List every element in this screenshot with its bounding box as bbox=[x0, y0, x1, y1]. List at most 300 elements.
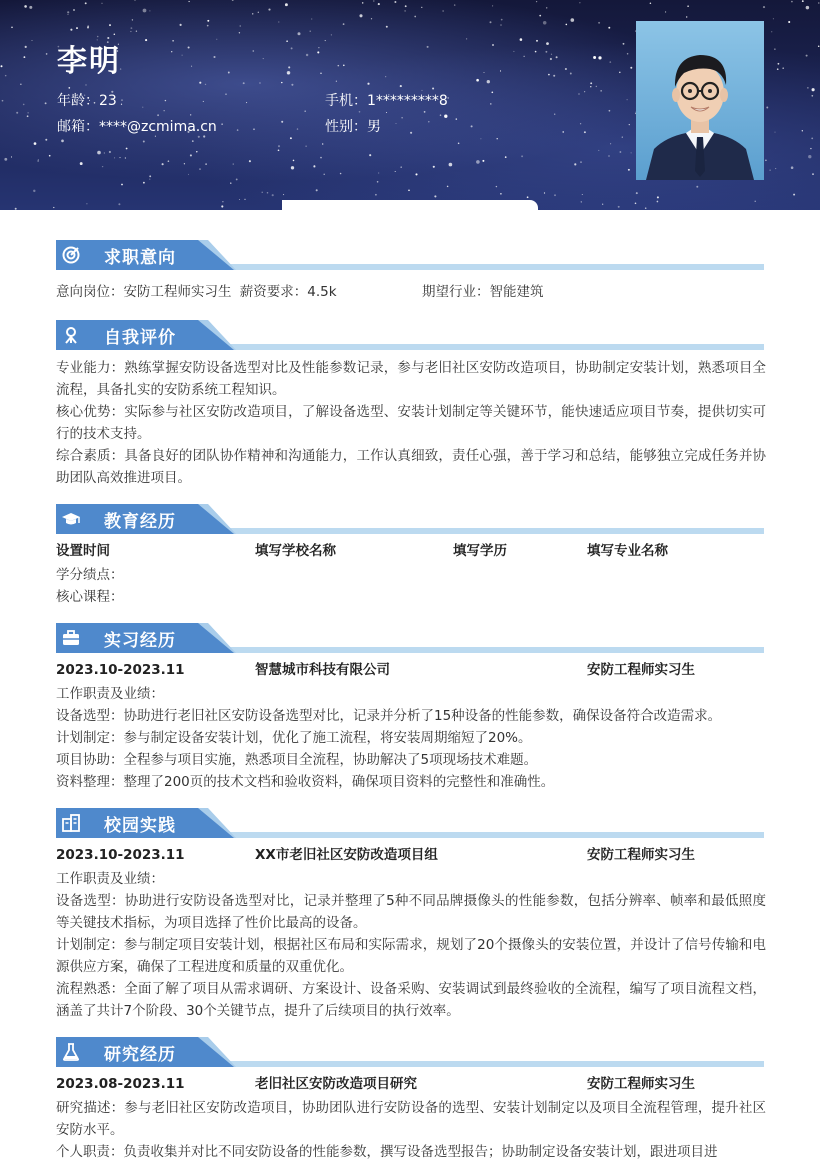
star-dot bbox=[291, 166, 294, 169]
star-dot bbox=[593, 56, 596, 59]
star-dot bbox=[67, 11, 69, 13]
star-dot bbox=[404, 10, 406, 12]
star-dot bbox=[544, 192, 545, 193]
star-dot bbox=[487, 80, 490, 83]
star-dot bbox=[162, 163, 164, 165]
star-dot bbox=[496, 138, 497, 139]
star-dot bbox=[536, 40, 538, 42]
star-dot bbox=[598, 56, 601, 59]
star-dot bbox=[168, 160, 170, 162]
target-icon bbox=[61, 245, 81, 265]
star-dot bbox=[121, 99, 123, 101]
star-dot bbox=[395, 171, 396, 172]
star-dot bbox=[527, 196, 529, 198]
star-dot bbox=[297, 128, 298, 129]
star-dot bbox=[182, 55, 183, 56]
section-title: 实习经历 bbox=[104, 631, 176, 651]
star-dot bbox=[378, 3, 380, 5]
intent-position: 意向岗位：安防工程师实习生 bbox=[56, 284, 232, 300]
star-dot bbox=[500, 24, 502, 26]
star-dot bbox=[386, 112, 387, 113]
research-topic: 老旧社区安防改造项目研究 bbox=[255, 1076, 417, 1092]
section-header-education bbox=[56, 504, 764, 536]
research-period: 2023.08-2023.11 bbox=[56, 1076, 185, 1092]
star-dot bbox=[252, 13, 253, 14]
star-dot bbox=[5, 75, 7, 77]
star-dot bbox=[623, 43, 625, 45]
star-dot bbox=[126, 148, 128, 150]
star-dot bbox=[775, 132, 776, 133]
graduation-cap-icon bbox=[61, 509, 81, 529]
star-dot bbox=[601, 90, 602, 91]
star-dot bbox=[34, 142, 37, 145]
person-icon bbox=[61, 325, 81, 345]
star-dot bbox=[782, 67, 784, 69]
star-dot bbox=[454, 4, 455, 5]
star-dot bbox=[145, 39, 147, 41]
section-title: 研究经历 bbox=[104, 1045, 176, 1065]
profile-photo bbox=[636, 21, 764, 180]
star-dot bbox=[304, 110, 306, 112]
star-dot bbox=[630, 67, 632, 69]
star-dot bbox=[20, 84, 21, 85]
section-title: 求职意向 bbox=[104, 248, 176, 268]
star-dot bbox=[578, 93, 579, 94]
section-header-internship bbox=[56, 623, 764, 655]
section-header-campus bbox=[56, 808, 764, 840]
star-dot bbox=[298, 32, 301, 35]
star-dot bbox=[696, 186, 698, 188]
star-dot bbox=[765, 159, 767, 161]
star-dot bbox=[272, 194, 274, 196]
star-dot bbox=[237, 129, 239, 131]
star-dot bbox=[121, 104, 122, 105]
section-title: 校园实践 bbox=[104, 816, 176, 836]
star-dot bbox=[27, 115, 29, 117]
star-dot bbox=[311, 18, 312, 19]
star-dot bbox=[375, 194, 377, 196]
star-dot bbox=[414, 16, 416, 18]
star-dot bbox=[164, 110, 165, 111]
star-dot bbox=[581, 201, 582, 202]
star-dot bbox=[774, 49, 775, 50]
section-header-research bbox=[56, 1037, 764, 1069]
star-dot bbox=[76, 27, 78, 29]
intent-salary: 薪资要求：4.5k bbox=[239, 284, 337, 300]
star-dot bbox=[628, 169, 630, 171]
star-dot bbox=[584, 131, 586, 133]
star-dot bbox=[305, 145, 306, 146]
star-dot bbox=[68, 87, 70, 89]
star-dot bbox=[778, 63, 780, 65]
star-dot bbox=[619, 151, 621, 153]
star-dot bbox=[131, 27, 133, 29]
star-dot bbox=[233, 164, 234, 165]
star-dot bbox=[443, 10, 444, 11]
star-dot bbox=[4, 158, 7, 161]
star-dot bbox=[171, 51, 172, 52]
star-dot bbox=[546, 42, 549, 45]
candidate-name: 李明 bbox=[57, 44, 121, 79]
star-dot bbox=[31, 40, 32, 41]
star-dot bbox=[119, 157, 120, 158]
star-dot bbox=[618, 206, 620, 208]
section-header-intent bbox=[56, 240, 764, 272]
star-dot bbox=[627, 99, 628, 100]
star-dot bbox=[287, 71, 291, 75]
star-dot bbox=[267, 192, 269, 194]
star-dot bbox=[253, 128, 255, 130]
star-dot bbox=[87, 25, 89, 27]
star-dot bbox=[385, 76, 386, 77]
star-dot bbox=[808, 155, 811, 158]
star-dot bbox=[635, 203, 637, 205]
star-dot bbox=[67, 14, 68, 15]
star-dot bbox=[23, 104, 25, 106]
star-dot bbox=[121, 184, 123, 186]
star-dot bbox=[28, 112, 29, 113]
star-dot bbox=[476, 160, 480, 164]
gender-field: 性别：男 bbox=[325, 119, 381, 135]
star-dot bbox=[636, 192, 638, 194]
star-dot bbox=[405, 5, 407, 7]
star-dot bbox=[317, 51, 319, 53]
star-dot bbox=[362, 2, 364, 4]
star-dot bbox=[221, 205, 223, 207]
star-dot bbox=[608, 155, 609, 156]
star-dot bbox=[73, 9, 75, 11]
star-dot bbox=[598, 150, 599, 151]
star-dot bbox=[15, 208, 17, 210]
star-dot bbox=[118, 203, 120, 205]
star-dot bbox=[134, 0, 135, 1]
star-dot bbox=[791, 1, 793, 3]
star-dot bbox=[70, 29, 72, 31]
campus-role: 安防工程师实习生 bbox=[587, 847, 695, 863]
star-dot bbox=[80, 162, 83, 165]
star-dot bbox=[199, 168, 200, 169]
star-dot bbox=[788, 21, 790, 23]
star-dot bbox=[545, 51, 547, 53]
education-school: 填写学校名称 bbox=[255, 543, 336, 559]
star-dot bbox=[286, 40, 288, 42]
star-dot bbox=[812, 173, 814, 175]
star-dot bbox=[16, 112, 18, 114]
star-dot bbox=[97, 151, 101, 155]
star-dot bbox=[38, 159, 39, 160]
star-dot bbox=[373, 0, 374, 1]
star-dot bbox=[184, 163, 185, 164]
star-dot bbox=[629, 124, 630, 125]
star-dot bbox=[773, 18, 774, 19]
star-dot bbox=[288, 66, 290, 68]
star-dot bbox=[777, 68, 779, 70]
star-dot bbox=[627, 53, 629, 55]
star-dot bbox=[378, 172, 379, 173]
star-dot bbox=[434, 195, 436, 197]
email-field: 邮箱：****@zcmima.cn bbox=[57, 119, 217, 135]
star-dot bbox=[114, 34, 116, 36]
star-dot bbox=[268, 9, 270, 11]
star-dot bbox=[609, 110, 611, 112]
star-dot bbox=[580, 161, 582, 163]
intent-industry: 期望行业：智能建筑 bbox=[422, 284, 544, 300]
star-dot bbox=[216, 39, 217, 40]
star-dot bbox=[278, 145, 280, 147]
star-dot bbox=[444, 115, 447, 118]
star-dot bbox=[556, 56, 558, 58]
star-dot bbox=[205, 84, 206, 85]
star-dot bbox=[550, 58, 552, 60]
star-dot bbox=[562, 131, 563, 132]
star-dot bbox=[400, 166, 402, 168]
star-dot bbox=[149, 10, 150, 11]
star-dot bbox=[258, 12, 259, 13]
section-header-self-eval bbox=[56, 320, 764, 352]
star-dot bbox=[243, 82, 245, 84]
star-dot bbox=[501, 19, 503, 21]
star-dot bbox=[11, 156, 12, 157]
star-dot bbox=[283, 194, 284, 195]
star-dot bbox=[491, 91, 493, 93]
star-dot bbox=[806, 6, 809, 9]
star-dot bbox=[539, 15, 541, 17]
star-dot bbox=[23, 56, 25, 58]
star-dot bbox=[1, 65, 3, 67]
star-dot bbox=[109, 151, 111, 153]
star-dot bbox=[320, 157, 322, 159]
star-dot bbox=[371, 18, 372, 19]
star-dot bbox=[554, 114, 555, 115]
star-dot bbox=[492, 44, 494, 46]
education-gpa: 学分绩点： bbox=[56, 567, 124, 583]
star-dot bbox=[24, 5, 27, 8]
star-dot bbox=[2, 100, 4, 102]
header-notch bbox=[282, 200, 538, 212]
star-dot bbox=[440, 114, 442, 116]
star-dot bbox=[571, 18, 575, 22]
star-dot bbox=[225, 94, 226, 95]
star-dot bbox=[763, 6, 765, 8]
education-time: 设置时间 bbox=[56, 543, 110, 559]
internship-company: 智慧城市科技有限公司 bbox=[255, 662, 390, 678]
star-dot bbox=[239, 32, 240, 33]
star-dot bbox=[278, 149, 280, 151]
star-dot bbox=[574, 163, 576, 165]
star-dot bbox=[221, 123, 222, 124]
star-dot bbox=[291, 84, 293, 86]
star-dot bbox=[207, 20, 209, 22]
star-dot bbox=[252, 50, 254, 52]
research-item: 个人职责：负责收集并对比不同安防设备的性能参数，撰写设备选型报告；协助制定设备安装计划，跟进项目进 bbox=[56, 1144, 718, 1160]
self-eval-item: 综合素质：具备良好的团队协作精神和沟通能力，工作认真细致，责任心强，善于学习和总结，能够独立完成任务并协助团队高效推进项目。 bbox=[56, 448, 766, 486]
star-dot bbox=[331, 34, 332, 35]
star-dot bbox=[553, 75, 555, 77]
star-dot bbox=[551, 54, 552, 55]
star-dot bbox=[791, 166, 794, 169]
star-dot bbox=[114, 157, 115, 158]
star-dot bbox=[802, 130, 803, 131]
star-dot bbox=[207, 25, 209, 27]
star-dot bbox=[338, 65, 340, 67]
star-dot bbox=[456, 118, 457, 119]
star-dot bbox=[188, 1, 189, 2]
star-dot bbox=[196, 151, 197, 152]
star-dot bbox=[394, 1, 396, 3]
star-dot bbox=[149, 175, 151, 177]
star-dot bbox=[433, 166, 435, 168]
star-dot bbox=[291, 47, 293, 49]
star-dot bbox=[46, 53, 48, 55]
star-dot bbox=[190, 154, 192, 156]
internship-item: 项目协助：全程参与项目实施，熟悉项目全流程，协助解决了5项现场技术难题。 bbox=[56, 752, 538, 768]
internship-role: 安防工程师实习生 bbox=[587, 662, 695, 678]
briefcase-icon bbox=[61, 628, 81, 648]
star-dot bbox=[500, 70, 501, 71]
star-dot bbox=[608, 27, 610, 29]
star-dot bbox=[172, 40, 174, 42]
star-dot bbox=[262, 192, 263, 193]
star-dot bbox=[109, 24, 111, 26]
star-dot bbox=[458, 143, 460, 145]
star-dot bbox=[471, 125, 473, 127]
star-dot bbox=[590, 82, 592, 84]
intent-line bbox=[56, 281, 766, 303]
star-dot bbox=[149, 179, 150, 180]
star-dot bbox=[546, 7, 547, 8]
star-dot bbox=[447, 186, 449, 188]
star-dot bbox=[590, 86, 591, 87]
research-role: 安防工程师实习生 bbox=[587, 1076, 695, 1092]
phone-field: 手机：1*********8 bbox=[325, 93, 448, 109]
star-dot bbox=[513, 51, 514, 52]
star-dot bbox=[228, 72, 230, 74]
star-dot bbox=[500, 193, 502, 195]
star-dot bbox=[45, 139, 47, 141]
star-dot bbox=[213, 56, 215, 58]
star-dot bbox=[766, 107, 768, 109]
star-dot bbox=[769, 170, 770, 171]
star-dot bbox=[188, 174, 189, 175]
campus-item: 流程熟悉：全面了解了项目从需求调研、方案设计、设备采购、安装调试到最终验收的全流程，编写了项目流程文档，涵盖了共计7个阶段、30个关键节点，提升了后续项目的执行效率。 bbox=[56, 981, 766, 1019]
star-dot bbox=[86, 203, 87, 204]
star-dot bbox=[104, 152, 105, 153]
star-dot bbox=[101, 3, 102, 4]
star-dot bbox=[142, 107, 143, 108]
education-degree: 填写学历 bbox=[453, 543, 507, 559]
star-dot bbox=[188, 46, 190, 48]
star-dot bbox=[609, 61, 611, 63]
star-dot bbox=[198, 136, 200, 138]
star-dot bbox=[657, 196, 659, 198]
internship-item: 资料整理：整理了200页的技术文档和验收资料，确保项目资料的完整性和准确性。 bbox=[56, 774, 555, 790]
star-dot bbox=[249, 160, 251, 162]
star-dot bbox=[548, 74, 550, 76]
star-dot bbox=[421, 7, 422, 8]
star-dot bbox=[480, 138, 481, 139]
star-dot bbox=[476, 79, 479, 82]
star-dot bbox=[645, 207, 647, 209]
star-dot bbox=[192, 140, 194, 142]
star-dot bbox=[25, 46, 27, 48]
star-dot bbox=[203, 101, 204, 102]
star-dot bbox=[543, 21, 547, 25]
star-dot bbox=[85, 2, 87, 4]
section-title: 自我评价 bbox=[104, 328, 176, 348]
star-dot bbox=[400, 85, 402, 87]
star-dot bbox=[579, 2, 580, 3]
star-dot bbox=[524, 56, 525, 57]
star-dot bbox=[143, 9, 147, 13]
star-dot bbox=[566, 24, 568, 26]
star-dot bbox=[322, 143, 323, 144]
star-dot bbox=[318, 47, 319, 48]
campus-org: XX市老旧社区安防改造项目组 bbox=[255, 847, 438, 863]
star-dot bbox=[521, 155, 523, 157]
star-dot bbox=[408, 190, 410, 192]
star-dot bbox=[359, 111, 361, 113]
star-dot bbox=[490, 21, 492, 23]
star-dot bbox=[130, 31, 131, 32]
star-dot bbox=[466, 38, 467, 39]
star-dot bbox=[239, 199, 240, 200]
star-dot bbox=[580, 123, 581, 124]
research-item: 研究描述：参与老旧社区安防改造项目，协助团队进行安防设备的选型、安装计划制定以及项目全流程管理，提升社区安防水平。 bbox=[56, 1100, 766, 1138]
star-dot bbox=[806, 55, 808, 57]
star-dot bbox=[596, 86, 597, 87]
section-title: 教育经历 bbox=[104, 512, 176, 532]
star-dot bbox=[222, 201, 223, 202]
internship-item: 计划制定：参与制定设备安装计划，优化了施工流程，将安装周期缩短了20%。 bbox=[56, 730, 532, 746]
campus-item: 设备选型：协助进行安防设备选型对比，记录并整理了5种不同品牌摄像头的性能参数，包括分辨率、帧率和最低照度等关键技术指标，为项目选择了性价比最高的设备。 bbox=[56, 893, 766, 931]
star-dot bbox=[180, 24, 182, 26]
star-dot bbox=[775, 168, 776, 169]
star-dot bbox=[812, 88, 815, 91]
star-dot bbox=[143, 182, 145, 184]
star-dot bbox=[340, 173, 342, 175]
star-dot bbox=[565, 68, 567, 70]
star-dot bbox=[306, 54, 308, 56]
star-dot bbox=[483, 72, 484, 73]
star-dot bbox=[622, 136, 623, 137]
star-dot bbox=[259, 82, 260, 83]
star-dot bbox=[281, 82, 282, 83]
star-dot bbox=[49, 155, 51, 157]
star-dot bbox=[520, 38, 523, 41]
star-dot bbox=[554, 194, 556, 196]
star-dot bbox=[290, 137, 292, 139]
flask-icon bbox=[61, 1042, 81, 1062]
star-dot bbox=[230, 182, 231, 183]
star-dot bbox=[610, 143, 611, 144]
star-dot bbox=[199, 82, 201, 84]
star-dot bbox=[631, 152, 632, 153]
star-dot bbox=[570, 73, 572, 75]
education-courses: 核心课程： bbox=[56, 589, 124, 605]
star-dot bbox=[240, 25, 241, 26]
age-field: 年龄：23 bbox=[57, 93, 117, 109]
star-dot bbox=[53, 207, 54, 208]
star-dot bbox=[811, 137, 813, 139]
self-eval-item: 核心优势：实际参与社区安防改造项目，了解设备选型、安装计划制定等关键环节，能快速适应项目节奏，提供切实可行的技术支持。 bbox=[56, 404, 766, 442]
self-eval-item: 专业能力：熟练掌握安防设备选型对比及性能参数记录，参与老旧社区安防改造项目，协助制定安装计划，熟悉项目全流程，具备扎实的安防系统工程知识。 bbox=[56, 360, 766, 398]
star-dot bbox=[810, 148, 811, 149]
star-dot bbox=[85, 84, 86, 85]
star-dot bbox=[665, 11, 666, 12]
star-dot bbox=[236, 178, 238, 180]
star-dot bbox=[818, 2, 819, 3]
star-dot bbox=[410, 132, 412, 134]
